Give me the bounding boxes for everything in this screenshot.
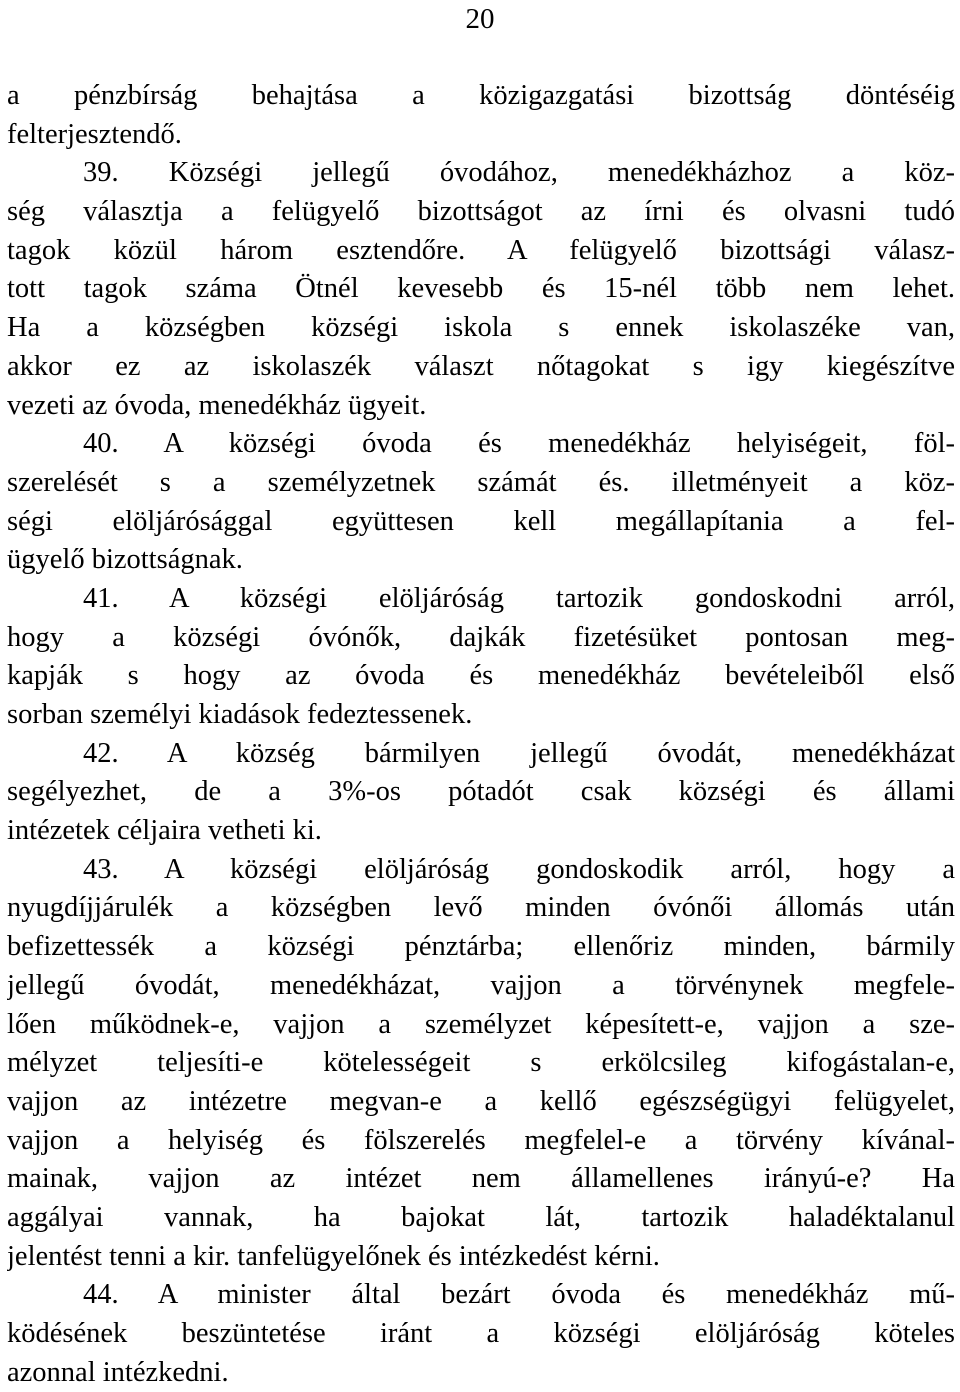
text-line: tagok közül három esztendőre. A felügyelő bizottsági válasz- bbox=[7, 234, 955, 266]
text-line: akkor ez az iskolaszék választ nőtagokat s igy kiegészítve bbox=[7, 350, 955, 382]
text-line: 42. A község bármilyen jellegű óvodát, menedékházat bbox=[83, 737, 955, 769]
text-line: mélyzet teljesíti-e kötelességeit s erkölcsileg kifogástalan-e, bbox=[7, 1047, 955, 1079]
text-line: 41. A községi elöljáróság tartozik gondoskodni arról, bbox=[83, 582, 955, 614]
text-line: mainak, vajjon az intézet nem államellenes irányú-e? Ha bbox=[7, 1163, 955, 1195]
text-line: 44. A minister által bezárt óvoda és menedékház mű- bbox=[83, 1279, 955, 1311]
text-line: szerelését s a személyzetnek számát és. illetményeit a köz- bbox=[7, 466, 955, 498]
text-line: vajjon a helyiség és fölszerelés megfelel-e a törvény kívánal- bbox=[7, 1124, 955, 1156]
text-line: azonnal intézkedni. bbox=[7, 1356, 229, 1388]
text-line: 39. Községi jellegű óvodához, menedékházhoz a köz- bbox=[83, 157, 955, 189]
text-line: ség választja a felügyelő bizottságot az írni és olvasni tudó bbox=[7, 196, 955, 228]
text-line: Ha a községben községi iskola s ennek iskolaszéke van, bbox=[7, 312, 955, 344]
text-line: 43. A községi elöljáróság gondoskodik arról, hogy a bbox=[83, 853, 955, 885]
text-line: nyugdíjjárulék a községben levő minden óvónői állomás után bbox=[7, 892, 955, 924]
text-line: a pénzbírság behajtása a közigazgatási bizottság döntéséig bbox=[7, 80, 955, 111]
text-line: felterjesztendő. bbox=[7, 118, 182, 150]
text-line: jellegű óvodát, menedékházat, vajjon a törvénynek megfele- bbox=[7, 969, 955, 1001]
text-line: jelentést tenni a kir. tanfelügyelőnek és intézkedést kérni. bbox=[7, 1240, 660, 1272]
text-line: vezeti az óvoda, menedékház ügyeit. bbox=[7, 389, 427, 421]
text-line: aggályai vannak, ha bajokat lát, tartozik haladéktalanul bbox=[7, 1201, 955, 1233]
page-number: 20 bbox=[465, 3, 495, 35]
text-line: segélyezhet, de a 3%-os pótadót csak községi és állami bbox=[7, 776, 955, 808]
text-line: tott tagok száma Ötnél kevesebb és 15-nél több nem lehet. bbox=[7, 273, 955, 305]
text-line: 40. A községi óvoda és menedékház helyiségeit, föl- bbox=[83, 428, 955, 460]
text-line: sorban személyi kiadások fedeztessenek. bbox=[7, 699, 473, 730]
text-line: ügyelő bizottságnak. bbox=[7, 544, 243, 576]
document-body bbox=[7, 77, 955, 1392]
text-line: intézetek céljaira vetheti ki. bbox=[7, 815, 322, 847]
text-line: ségi elöljárósággal együttesen kell megállapítania a fel- bbox=[7, 505, 955, 537]
text-line: lően működnek-e, vajjon a személyzet képesített-e, vajjon a sze- bbox=[7, 1008, 955, 1040]
text-line: vajjon az intézetre megvan-e a kellő egészségügyi felügyelet, bbox=[7, 1085, 955, 1117]
text-line: hogy a községi óvónők, dajkák fizetésüket pontosan meg- bbox=[7, 621, 955, 653]
text-line: befizettessék a községi pénztárba; ellenőriz minden, bármily bbox=[7, 931, 955, 963]
text-line: kapják s hogy az óvoda és menedékház bevételeiből első bbox=[7, 660, 955, 692]
text-line: ködésének beszüntetése iránt a községi elöljáróság köteles bbox=[7, 1318, 955, 1349]
